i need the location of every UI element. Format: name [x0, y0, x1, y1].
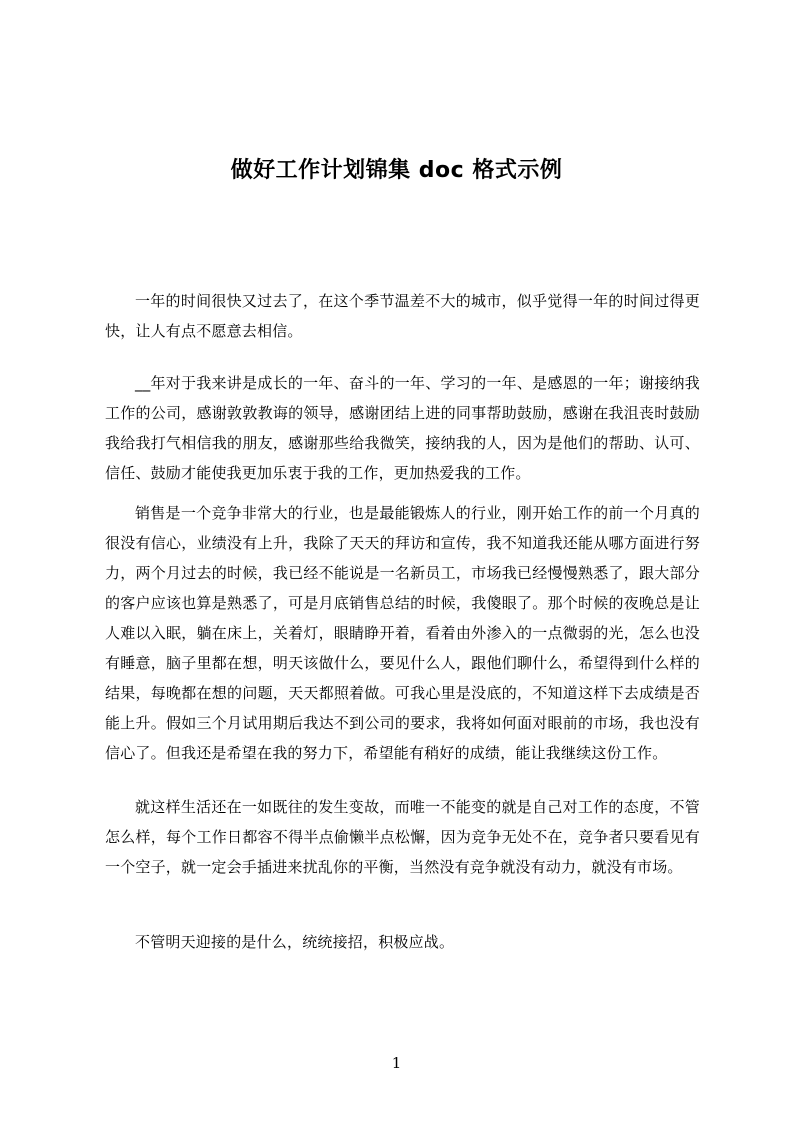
- paragraph-gratitude: __年对于我来讲是成长的一年、奋斗的一年、学习的一年、是感恩的一年；谢接纳我工作的公司，感谢敦敦教诲的领导，感谢团结上进的同事帮助鼓励，感谢在我沮丧时鼓励我给我打气相信我的朋友，感谢那些给我微笑，接纳我的人，因为是他们的帮助、认可、信任、鼓励才能使我更加乐衷于我的工作，更加热爱我的工作。: [105, 374, 700, 482]
- paragraph-sales-challenges: 销售是一个竞争非常大的行业，也是最能锻炼人的行业，刚开始工作的前一个月真的很没有信心，业绩没有上升，我除了天天的拜访和宣传，我不知道我还能从哪方面进行努力，两个月过去的时候，我已经不能说是一名新员工，市场我已经慢慢熟悉了，跟大部分的客户应该也算是熟悉了，可是月底销售总结的时候，我傻眼了。那个时候的夜晚总是让人难以入眠，躺在床上，关着灯，眼睛睁开着，看着由外渗入的一点微弱的光，怎么也没有睡意，脑子里都在想，明天该做什么，要见什么人，跟他们聊什么，希望得到什么样的结果，每晚都在想的问题，天天都照着做。可我心里是没底的，不知道这样下去成绩是否能上升。假如三个月试用期后我达不到公司的要求，我将如何面对眼前的市场，我也没有信心了。但我还是希望在我的努力下，希望能有稍好的成绩，能让我继续这份工作。: [105, 504, 700, 762]
- page-number: 1: [391, 1054, 402, 1072]
- paragraph-work-attitude: 就这样生活还在一如既往的发生变故，而唯一不能变的就是自己对工作的态度，不管怎么样，每个工作日都容不得半点偷懒半点松懈，因为竞争无处不在，竞争者只要看见有一个空子，就一定会手插进来扰乱你的平衡，当然没有竞争就没有动力，就没有市场。: [105, 798, 700, 876]
- paragraph-closing: 不管明天迎接的是什么，统统接招，积极应战。: [135, 933, 455, 951]
- paragraph-year-passes: 一年的时间很快又过去了，在这个季节温差不大的城市，似乎觉得一年的时间过得更快，让人有点不愿意去相信。: [105, 292, 700, 340]
- document-title: 做好工作计划锦集 doc 格式示例: [230, 157, 563, 183]
